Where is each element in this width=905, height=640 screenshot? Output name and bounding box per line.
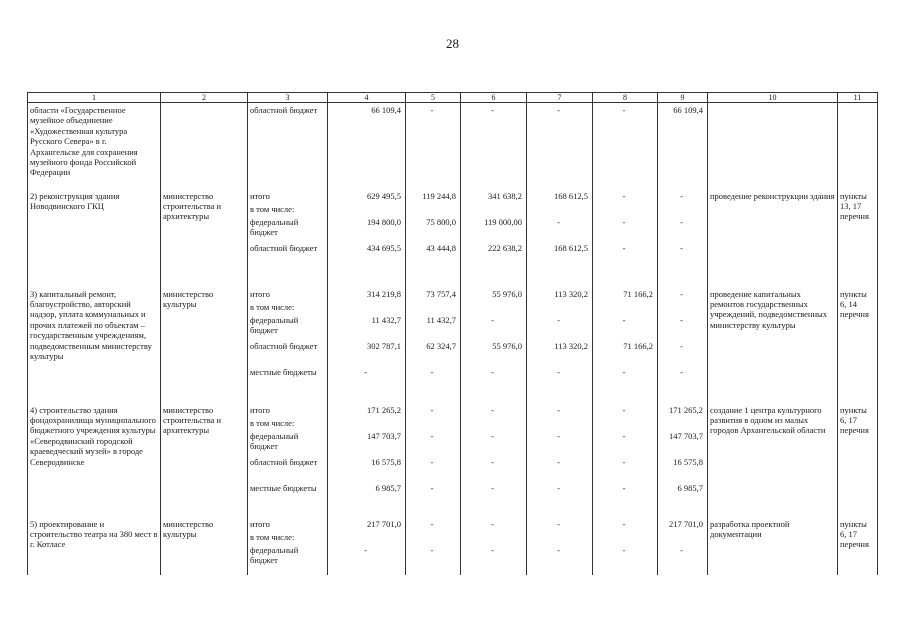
- row-name: 5) проектирование и строительство театра на 380 мест в г. Котласе: [28, 517, 161, 575]
- row-sources: [248, 403, 328, 517]
- page-number: 28: [446, 36, 459, 51]
- row-v6-column: [461, 103, 527, 189]
- table-row: [28, 403, 878, 517]
- row-executor: министерство строительства и архитектуры: [161, 403, 248, 517]
- source-value: -: [622, 482, 626, 493]
- source-value: -: [622, 314, 626, 325]
- header-cell: 6: [461, 93, 527, 103]
- source-value: [330, 302, 401, 315]
- table-row: [28, 287, 878, 403]
- source-value: -: [491, 482, 494, 493]
- source-value: 55 976,0: [492, 288, 522, 299]
- source-value: -: [491, 404, 494, 415]
- source-label: в том числе:: [250, 417, 295, 428]
- source-value: 217 701,0: [669, 518, 703, 529]
- source-value: -: [430, 430, 434, 441]
- table-row: [28, 189, 878, 287]
- row-v9-column: [658, 517, 708, 575]
- source-value: [330, 532, 401, 545]
- source-value: -: [364, 544, 367, 555]
- source-value: -: [491, 105, 494, 115]
- row-v4-column: [328, 403, 406, 517]
- source-value: -: [680, 216, 683, 227]
- source-value: -: [622, 190, 626, 201]
- source-value: -: [491, 456, 494, 467]
- header-cell: 9: [658, 93, 708, 103]
- row-points: [838, 103, 878, 189]
- row-v8-column: [593, 287, 658, 403]
- row-v7-column: [527, 189, 593, 287]
- source-label: федеральный бюджет: [250, 314, 299, 335]
- source-label: федеральный бюджет: [250, 216, 299, 237]
- source-value: [463, 302, 522, 315]
- source-value: -: [622, 105, 626, 115]
- row-v8-column: [593, 403, 658, 517]
- source-value: [330, 204, 401, 217]
- row-v5-column: [406, 189, 461, 287]
- source-value: 147 703,7: [367, 430, 401, 441]
- source-value: -: [491, 430, 494, 441]
- row-v7-column: [527, 403, 593, 517]
- row-v7-column: [527, 287, 593, 403]
- source-value: 168 612,5: [554, 190, 588, 201]
- row-v6-column: [461, 189, 527, 287]
- source-value: 171 265,2: [367, 404, 401, 415]
- source-value: 71 166,2: [623, 288, 653, 299]
- source-value: -: [622, 216, 626, 227]
- source-value: 147 703,7: [669, 430, 703, 441]
- source-label: итого: [250, 404, 270, 415]
- row-v6-column: [461, 403, 527, 517]
- source-label: в том числе:: [250, 301, 295, 312]
- source-value: 66 109,4: [673, 105, 703, 115]
- source-value: 629 495,5: [367, 190, 401, 201]
- source-value: 43 444,8: [426, 242, 456, 253]
- row-v6-column: [461, 287, 527, 403]
- row-sources: [248, 517, 328, 575]
- source-value: 119 000,00: [484, 216, 522, 227]
- header-cell: 10: [708, 93, 838, 103]
- source-value: [463, 418, 522, 431]
- source-value: [330, 418, 401, 431]
- source-value: 66 109,4: [371, 105, 401, 115]
- source-value: 11 432,7: [371, 314, 401, 325]
- source-value: [660, 302, 703, 315]
- source-value: 11 432,7: [426, 314, 456, 325]
- header-cell: 5: [406, 93, 461, 103]
- row-result: проведение капитальных ремонтов государственных учреждений, подведомственных министерству культуры: [708, 287, 838, 403]
- source-label: местные бюджеты: [250, 482, 317, 493]
- source-value: -: [680, 190, 683, 201]
- source-value: -: [364, 366, 367, 377]
- source-value: [408, 204, 456, 217]
- row-result: проведение реконструкции здания: [708, 189, 838, 287]
- source-value: 194 800,0: [367, 216, 401, 227]
- source-value: -: [680, 366, 683, 377]
- source-value: [595, 302, 653, 315]
- source-value: 62 324,7: [426, 340, 456, 351]
- row-v8-column: [593, 103, 658, 189]
- program-table: [27, 92, 878, 575]
- source-value: 119 244,8: [422, 190, 456, 201]
- source-value: 113 320,2: [554, 340, 588, 351]
- row-v8-column: [593, 517, 658, 575]
- row-v4-column: [328, 103, 406, 189]
- source-value: 341 638,2: [488, 190, 522, 201]
- row-executor: министерство строительства и архитектуры: [161, 189, 248, 287]
- source-value: -: [557, 482, 560, 493]
- source-value: -: [622, 518, 626, 529]
- row-v8-column: [593, 189, 658, 287]
- row-v4-column: [328, 287, 406, 403]
- source-value: -: [557, 430, 560, 441]
- source-value: [463, 532, 522, 545]
- source-label: федеральный бюджет: [250, 430, 299, 451]
- source-value: [408, 532, 456, 545]
- header-cell: 1: [28, 93, 161, 103]
- header-row: [28, 93, 878, 103]
- source-value: -: [622, 404, 626, 415]
- header-cell: 2: [161, 93, 248, 103]
- row-executor: министерство культуры: [161, 517, 248, 575]
- source-label: федеральный бюджет: [250, 544, 299, 565]
- source-label: областной бюджет: [250, 456, 318, 467]
- source-label: в том числе:: [250, 203, 295, 214]
- source-value: 6 985,7: [677, 482, 703, 493]
- source-value: -: [622, 242, 626, 253]
- source-value: -: [557, 105, 560, 115]
- source-value: -: [430, 544, 434, 555]
- source-value: -: [557, 404, 560, 415]
- source-value: 171 265,2: [669, 404, 703, 415]
- row-v6-column: [461, 517, 527, 575]
- row-points: пункты 6, 17 перечня: [838, 403, 878, 517]
- source-value: [408, 418, 456, 431]
- source-value: -: [491, 544, 494, 555]
- source-label: итого: [250, 518, 270, 529]
- source-value: [529, 418, 588, 431]
- source-value: 168 612,5: [554, 242, 588, 253]
- source-value: 217 701,0: [367, 518, 401, 529]
- row-v5-column: [406, 103, 461, 189]
- row-v4-column: [328, 189, 406, 287]
- source-value: 434 695,5: [367, 242, 401, 253]
- row-name: области «Государственное музейное объединение «Художественная культура Русского Севера» в г. Архангельске для сохранения музейного фонда Российской Федерации: [28, 103, 161, 189]
- row-v7-column: [527, 517, 593, 575]
- row-v5-column: [406, 403, 461, 517]
- source-value: -: [557, 518, 560, 529]
- source-label: областной бюджет: [250, 105, 318, 115]
- row-v9-column: [658, 189, 708, 287]
- source-value: [660, 532, 703, 545]
- source-value: 314 219,8: [367, 288, 401, 299]
- source-label: местные бюджеты: [250, 366, 317, 377]
- source-value: 71 166,2: [623, 340, 653, 351]
- source-value: -: [680, 544, 683, 555]
- source-value: -: [491, 314, 494, 325]
- source-value: 73 757,4: [426, 288, 456, 299]
- source-value: -: [557, 456, 560, 467]
- row-name: 2) реконструкция здания Новодвинского ГКЦ: [28, 189, 161, 287]
- source-value: [529, 302, 588, 315]
- header-cell: 8: [593, 93, 658, 103]
- header-cell: 11: [838, 93, 878, 103]
- source-value: -: [622, 430, 626, 441]
- row-v9-column: [658, 103, 708, 189]
- source-value: -: [622, 366, 626, 377]
- row-name: 3) капитальный ремонт, благоустройство, авторский надзор, уплата коммунальных и прочих платежей по объектам – государственным учреждениям, подведомственным министерству культуры: [28, 287, 161, 403]
- source-value: 55 976,0: [492, 340, 522, 351]
- source-value: -: [430, 518, 434, 529]
- source-value: 222 638,2: [488, 242, 522, 253]
- source-value: [595, 532, 653, 545]
- source-value: [408, 302, 456, 315]
- source-value: [529, 532, 588, 545]
- row-executor: министерство культуры: [161, 287, 248, 403]
- row-points: пункты 6, 14 перечня: [838, 287, 878, 403]
- source-value: -: [680, 314, 683, 325]
- row-v5-column: [406, 517, 461, 575]
- row-v5-column: [406, 287, 461, 403]
- source-value: [595, 418, 653, 431]
- source-label: областной бюджет: [250, 242, 318, 253]
- source-value: -: [557, 366, 560, 377]
- row-v9-column: [658, 403, 708, 517]
- source-label: итого: [250, 288, 270, 299]
- source-value: [595, 204, 653, 217]
- row-points: пункты 6, 17 перечня: [838, 517, 878, 575]
- source-label: областной бюджет: [250, 340, 318, 351]
- source-value: -: [430, 404, 434, 415]
- source-value: -: [491, 366, 494, 377]
- source-value: [529, 204, 588, 217]
- source-value: -: [557, 314, 560, 325]
- source-value: [463, 204, 522, 217]
- row-sources: [248, 103, 328, 189]
- source-value: -: [622, 544, 626, 555]
- source-value: -: [430, 456, 434, 467]
- header-cell: 3: [248, 93, 328, 103]
- row-name: 4) строительство здания фондохранилища муниципального бюджетного учреждения культуры «Северодвинский городской краеведческий музей» в городе Северодвинске: [28, 403, 161, 517]
- source-value: [660, 418, 703, 431]
- source-value: -: [680, 242, 683, 253]
- row-points: пункты 13, 17 перечня: [838, 189, 878, 287]
- row-sources: [248, 287, 328, 403]
- table-row: [28, 103, 878, 189]
- row-result: разработка проектной документации: [708, 517, 838, 575]
- source-value: -: [557, 216, 560, 227]
- header-cell: 4: [328, 93, 406, 103]
- source-value: 16 575,8: [673, 456, 703, 467]
- source-value: -: [557, 544, 560, 555]
- source-value: -: [430, 482, 434, 493]
- source-value: -: [680, 340, 683, 351]
- row-v4-column: [328, 517, 406, 575]
- source-label: итого: [250, 190, 270, 201]
- source-value: -: [680, 288, 683, 299]
- row-result: создание 1 центра культурного развития в одном из малых городов Архангельской области: [708, 403, 838, 517]
- source-value: 75 800,0: [426, 216, 456, 227]
- row-v9-column: [658, 287, 708, 403]
- row-result: [708, 103, 838, 189]
- table-row: [28, 517, 878, 575]
- source-value: [660, 204, 703, 217]
- source-value: 6 985,7: [375, 482, 401, 493]
- source-value: -: [491, 518, 494, 529]
- row-executor: [161, 103, 248, 189]
- source-value: 302 787,1: [367, 340, 401, 351]
- header-cell: 7: [527, 93, 593, 103]
- source-value: -: [430, 366, 434, 377]
- source-value: -: [622, 456, 626, 467]
- source-value: -: [430, 105, 434, 115]
- source-label: в том числе:: [250, 531, 295, 542]
- source-value: 113 320,2: [554, 288, 588, 299]
- source-value: 16 575,8: [371, 456, 401, 467]
- row-sources: [248, 189, 328, 287]
- row-v7-column: [527, 103, 593, 189]
